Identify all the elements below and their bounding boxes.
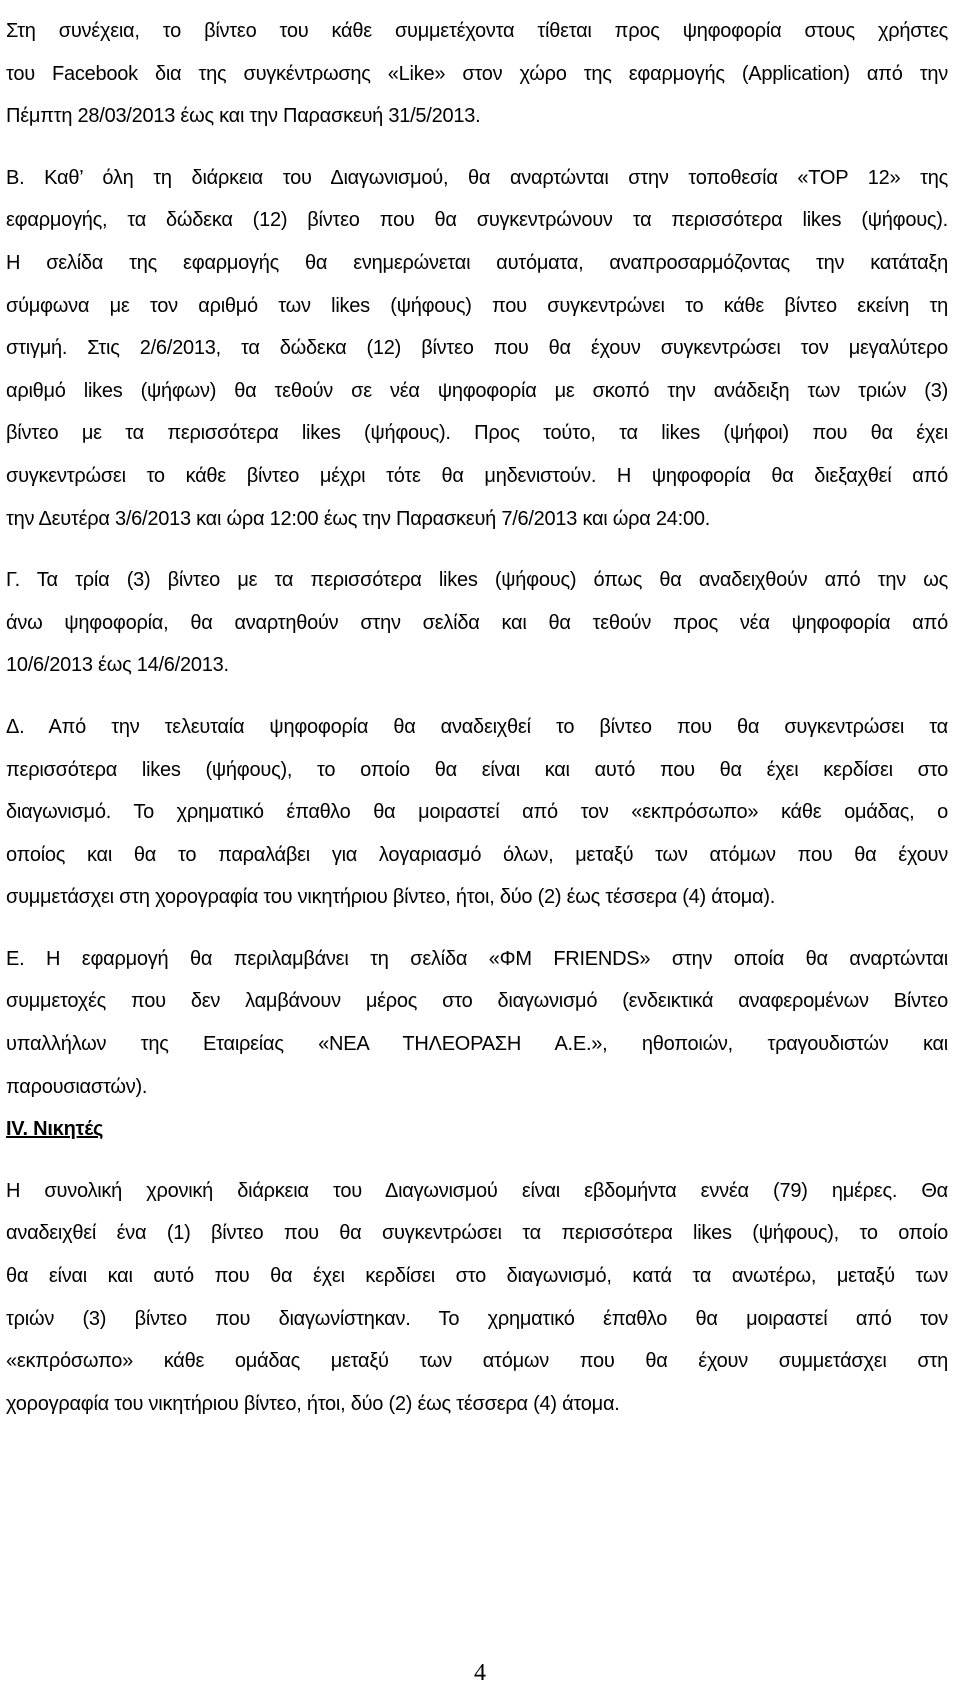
text-line: υπαλλήλων της Εταιρείας «ΝΕΑ ΤΗΛΕΟΡΑΣΗ Α.Ε.», ηθοποιών, τραγουδιστών και (6, 1033, 948, 1056)
paragraph-gap (6, 919, 948, 938)
text-line: «εκπρόσωπο» κάθε ομάδας μεταξύ των ατόμων που θα έχουν συμμετάσχει στη (6, 1350, 948, 1373)
text-line: χορογραφία του νικητήριου βίντεο, ήτοι, δύο (2) έως τέσσερα (4) άτομα. (6, 1392, 620, 1415)
text-line: τριών (3) βίντεο που διαγωνίστηκαν. Το χρηματικό έπαθλο θα μοιραστεί από τον (6, 1307, 948, 1330)
paragraph-gap (6, 1151, 948, 1170)
text-line: αναδειχθεί ένα (1) βίντεο που θα συγκεντρώσει τα περισσότερα likes (ψήφους), το οποίο (6, 1222, 948, 1245)
paragraph-e (6, 938, 948, 1108)
text-line: θα είναι και αυτό που θα έχει κερδίσει στο διαγωνισμό, κατά τα ανωτέρω, μεταξύ των (6, 1265, 948, 1288)
text-line: παρουσιαστών). (6, 1075, 148, 1098)
text-line: του Facebook δια της συγκέντρωσης «Like» στον χώρο της εφαρμογής (Application) από την (6, 62, 948, 85)
text-line: Δ. Από την τελευταία ψηφοφορία θα αναδειχθεί το βίντεο που θα συγκεντρώσει τα (6, 715, 948, 738)
paragraph-b (6, 157, 948, 540)
text-line: βίντεο με τα περισσότερα likes (ψήφους). Προς τούτο, τα likes (ψήφοι) που θα έχει (6, 422, 948, 445)
text-line: 10/6/2013 έως 14/6/2013. (6, 654, 229, 677)
text-line: Στη συνέχεια, το βίντεο του κάθε συμμετέχοντα τίθεται προς ψηφοφορία στους χρήστες (6, 20, 948, 42)
text-line: διαγωνισμό. Το χρηματικό έπαθλο θα μοιραστεί από τον «εκπρόσωπο» κάθε ομάδας, ο (6, 801, 948, 824)
text-line: Πέμπτη 28/03/2013 έως και την Παρασκευή 31/5/2013. (6, 105, 481, 128)
text-line: συμμετοχές που δεν λαμβάνουν μέρος στο διαγωνισμό (ενδεικτικά αναφερομένων Βίντεο (6, 990, 948, 1013)
paragraph-d (6, 706, 948, 919)
text-line: Η σελίδα της εφαρμογής θα ενημερώνεται αυτόματα, αναπροσαρμόζοντας την κατάταξη (6, 251, 948, 274)
paragraph-intro (6, 10, 948, 138)
text-line: εφαρμογής, τα δώδεκα (12) βίντεο που θα συγκεντρώνουν τα περισσότερα likes (ψήφους). (6, 209, 948, 232)
paragraph-gap (6, 540, 948, 559)
paragraph-gap (6, 687, 948, 706)
paragraph-gap (6, 138, 948, 157)
text-line: άνω ψηφοφορία, θα αναρτηθούν στην σελίδα και θα τεθούν προς νέα ψηφοφορία από (6, 611, 948, 634)
text-line: την Δευτέρα 3/6/2013 και ώρα 12:00 έως την Παρασκευή 7/6/2013 και ώρα 24:00. (6, 507, 711, 530)
text-line: στιγμή. Στις 2/6/2013, τα δώδεκα (12) βίντεο που θα έχουν συγκεντρώσει τον μεγαλύτερο (6, 337, 948, 360)
document-page (6, 10, 948, 1425)
text-line: συμμετάσχει στη χορογραφία του νικητήριου βίντεο, ήτοι, δύο (2) έως τέσσερα (4) άτομα). (6, 886, 776, 909)
text-line: αριθμό likes (ψήφων) θα τεθούν σε νέα ψηφοφορία με σκοπό την ανάδειξη των τριών (3) (6, 379, 948, 402)
text-line: περισσότερα likes (ψήφους), το οποίο θα είναι και αυτό που θα έχει κερδίσει στο (6, 758, 948, 781)
text-line: Ε. Η εφαρμογή θα περιλαμβάνει τη σελίδα «ΦΜ FRIENDS» στην οποία θα αναρτώνται (6, 947, 948, 970)
page-number: 4 (474, 1660, 486, 1686)
text-line: συγκεντρώσει το κάθε βίντεο μέχρι τότε θα μηδενιστούν. Η ψηφοφορία θα διεξαχθεί από (6, 464, 948, 487)
text-line: οποίος και θα το παραλάβει για λογαριασμό όλων, μεταξύ των ατόμων που θα έχουν (6, 843, 948, 866)
paragraph-c (6, 559, 948, 687)
text-line: σύμφωνα με τον αριθμό των likes (ψήφους) που συγκεντρώνει το κάθε βίντεο εκείνη τη (6, 294, 948, 317)
section-heading: IV. Νικητές (6, 1118, 104, 1141)
text-line: Η συνολική χρονική διάρκεια του Διαγωνισμού είναι εβδομήντα εννέα (79) ημέρες. Θα (6, 1179, 948, 1202)
text-line: Γ. Τα τρία (3) βίντεο με τα περισσότερα likes (ψήφους) όπως θα αναδειχθούν από την ως (6, 569, 948, 592)
paragraph-winners (6, 1170, 948, 1426)
text-line: Β. Καθ’ όλη τη διάρκεια του Διαγωνισμού, θα αναρτώνται στην τοποθεσία «TOP 12» της (6, 166, 948, 189)
